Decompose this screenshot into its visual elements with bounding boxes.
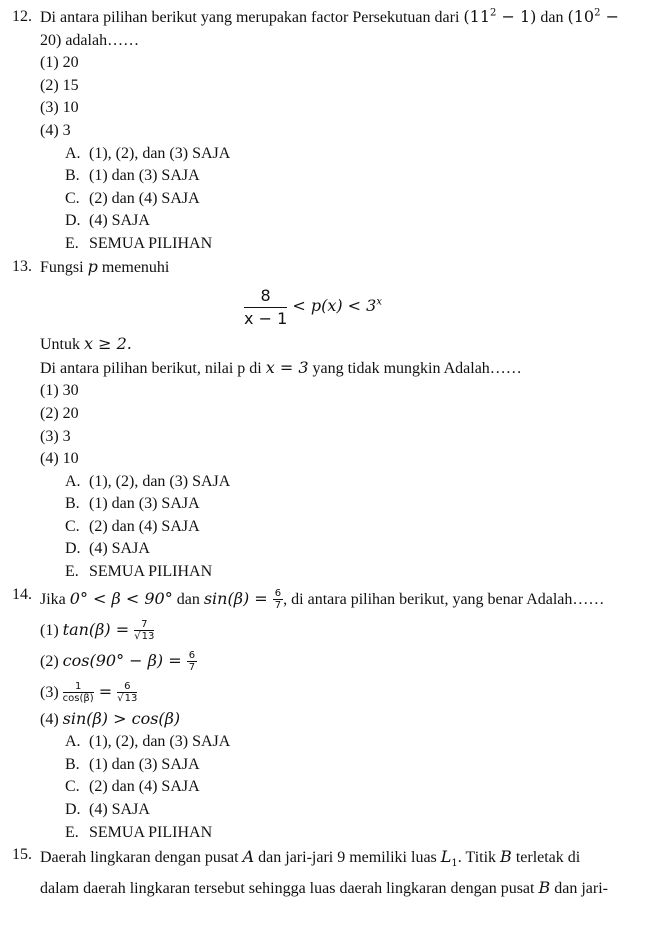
choice-d[interactable]: D. (4) SAJA [65, 801, 150, 819]
fraction: $\frac{6}{7}$ [188, 650, 196, 674]
question-number: 12. [12, 8, 32, 25]
option-3: (3) 3 [40, 427, 71, 445]
choice-a[interactable]: A. (1), (2), dan (3) SAJA [65, 472, 231, 490]
option-2: (2) 15 [40, 76, 79, 94]
option-4: (4) 10 [40, 450, 79, 468]
inequality-display: $\frac{8}{x - 1}$ < $p(x) < 3^x$ [244, 285, 382, 328]
option-2: (2) 20 [40, 404, 79, 422]
choice-b[interactable]: B. (1) dan (3) SAJA [65, 755, 200, 773]
condition: Untuk x ≥ 2. [40, 334, 132, 354]
question-12 [0, 6, 660, 256]
choice-e[interactable]: E. SEMUA PILIHAN [65, 563, 213, 581]
choice-b[interactable]: B. (1) dan (3) SAJA [65, 495, 200, 513]
question-stem: Fungsi p memenuhi [40, 256, 170, 276]
choice-b[interactable]: B. (1) dan (3) SAJA [65, 167, 200, 185]
choice-d[interactable]: D. (4) SAJA [65, 540, 150, 558]
question-stem-continued: 20) adalah…… [40, 31, 140, 49]
choice-e[interactable]: E. SEMUA PILIHAN [65, 823, 213, 841]
fraction: $\frac{6}{7}$ [274, 588, 282, 612]
fraction: $\frac{8}{x - 1}$ [244, 285, 288, 328]
question-13 [0, 256, 660, 584]
choice-c[interactable]: C. (2) dan (4) SAJA [65, 517, 200, 535]
choice-c[interactable]: C. (2) dan (4) SAJA [65, 778, 200, 796]
question-number: 15. [12, 846, 32, 864]
choice-e[interactable]: E. SEMUA PILIHAN [65, 234, 213, 252]
question-number: 14. [12, 585, 32, 603]
option-4: (4) 3 [40, 121, 71, 139]
question-number: 13. [12, 257, 32, 275]
question-15 [0, 844, 660, 901]
question-stem: Daerah lingkaran dengan pusat A dan jari-jari 9 memiliki luas $L_1$. Titik B terletak di [40, 847, 581, 870]
choice-a[interactable]: A. (1), (2), dan (3) SAJA [65, 733, 231, 751]
worksheet-page [0, 6, 660, 901]
question-stem: Di antara pilihan berikut yang merupakan factor Persekutuan dari $(11^2 - 1)$ dan ($10^2$ − [40, 7, 619, 26]
question-14 [0, 584, 660, 845]
fraction: $\frac{6}{√13}$ [117, 681, 138, 705]
option-1: (1) tan(β) = $\frac{7}{√13}$ [40, 619, 155, 643]
question-prompt: Di antara pilihan berikut, nilai p di x = 3 yang tidak mungkin Adalah…… [40, 357, 522, 377]
fraction: $\frac{7}{√13}$ [134, 619, 155, 643]
question-stem: Jika 0° < β < 90° dan sin(β) = $\frac{6}{7}$ , di antara pilihan berikut, yang benar Adalah…… [40, 588, 605, 612]
question-stem-continued: dalam daerah lingkaran tersebut sehingga luas daerah lingkaran dengan pusat B dan jari- [40, 878, 608, 898]
option-1: (1) 30 [40, 382, 79, 400]
choice-a[interactable]: A. (1), (2), dan (3) SAJA [65, 144, 231, 162]
option-1: (1) 20 [40, 54, 79, 72]
option-3: (3) 10 [40, 99, 79, 117]
option-3: (3) $\frac{1}{\cos(\beta)}$ = $\frac{6}{√13}$ [40, 681, 138, 705]
choice-d[interactable]: D. (4) SAJA [65, 212, 150, 230]
option-4: (4) sin(β) > cos(β) [40, 708, 181, 728]
option-2: (2) cos(90° − β) = $\frac{6}{7}$ [40, 650, 196, 674]
choice-c[interactable]: C. (2) dan (4) SAJA [65, 189, 200, 207]
fraction: $\frac{1}{\cos(\beta)}$ [62, 681, 94, 705]
